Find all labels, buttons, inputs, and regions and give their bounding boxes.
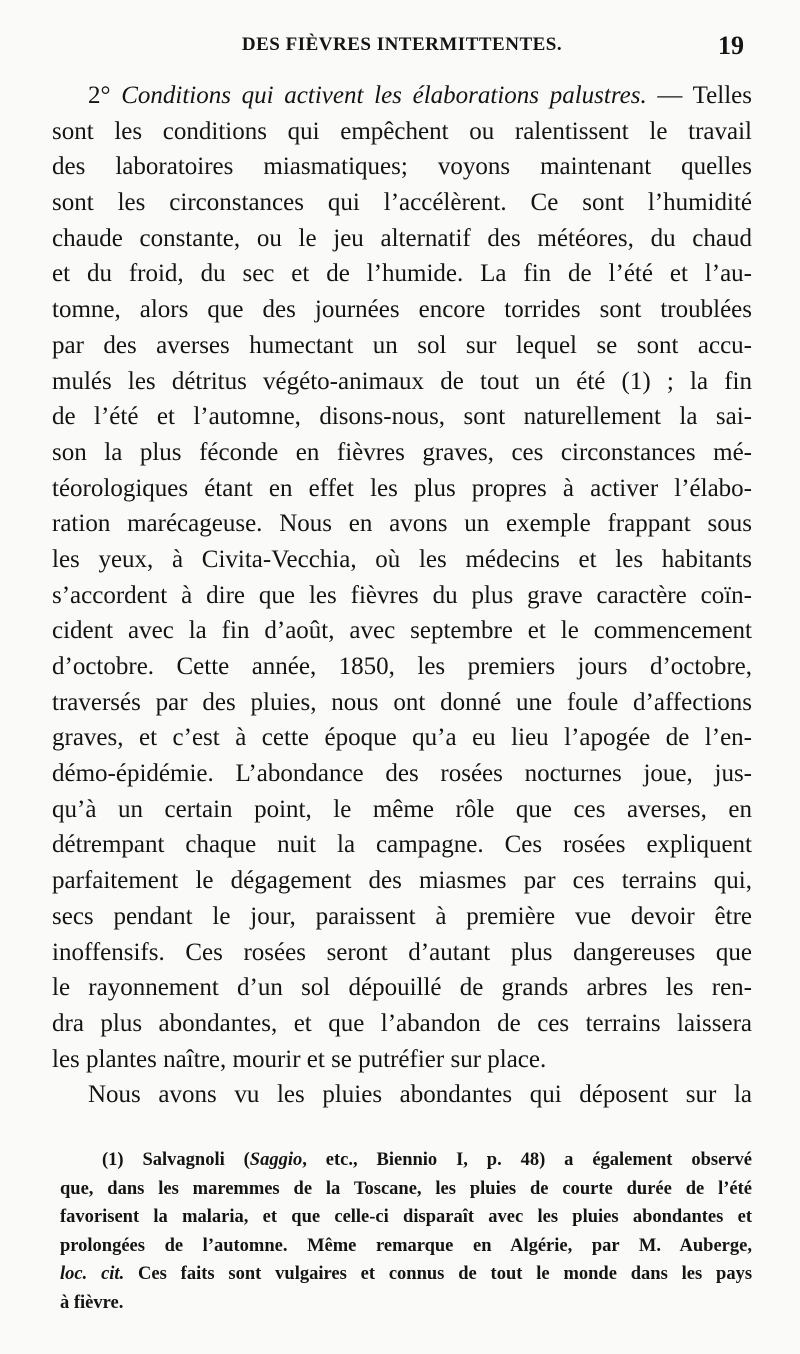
footnote-marker-text: (1) Salvagnoli (: [102, 1150, 250, 1170]
text-line: par des averses humectant un sol sur lequel se sont accu-: [52, 331, 752, 359]
text-line: traversés par des pluies, nous ont donné une foule d’affections: [52, 688, 752, 716]
text-line: sont les conditions qui empêchent ou ralentissent le travail: [52, 117, 752, 145]
text-line: les plantes naître, mourir et se putréfier sur place.: [52, 1045, 547, 1073]
text-line: s’accordent à dire que les fièvres du plus grave caractère coïn-: [52, 581, 752, 609]
footnote-text: Ces faits sont vulgaires et connus de tout le monde dans les pays: [124, 1264, 753, 1285]
section-heading-line: [52, 78, 752, 114]
text-line: ration marécageuse. Nous en avons un exemple frappant sous: [52, 510, 752, 538]
text-line: le rayonnement d’un sol dépouillé de grands arbres les ren-: [52, 974, 752, 1002]
running-head: [52, 31, 752, 60]
text-line: mulés les détritus végéto-animaux de tout un été (1) ; la fin: [52, 367, 752, 395]
text-line: dra plus abondantes, et que l’abandon de ces terrains laissera: [52, 1009, 752, 1037]
footnote-text: , etc., Biennio I, p. 48) a également observé: [302, 1150, 752, 1170]
section-heading-continuation: — Telles: [646, 82, 752, 109]
text-line: cident avec la fin d’août, avec septembre et le commencement: [52, 617, 752, 645]
footnote-line: [60, 1146, 752, 1175]
footnote-line: que, dans les maremmes de la Toscane, les pluies de courte durée de l’été: [60, 1178, 752, 1199]
paragraph-first-line: Nous avons vu les pluies abondantes qui déposent sur la: [88, 1081, 752, 1109]
text-line: détrempant chaque nuit la campagne. Ces rosées expliquent: [52, 831, 752, 859]
text-line: et du froid, du sec et de l’humide. La fin de l’été et l’au-: [52, 260, 752, 288]
footnote-italic: Saggio: [249, 1150, 303, 1170]
text-line: les yeux, à Civita-Vecchia, où les médecins et les habitants: [52, 545, 752, 573]
footnote-line: favorisent la malaria, et que celle-ci disparaît avec les pluies abondantes et: [60, 1207, 752, 1228]
running-title: DES FIÈVRES INTERMITTENTES.: [241, 34, 563, 55]
footnote-line: prolongées de l’automne. Même remarque en Algérie, par M. Auberge,: [60, 1235, 752, 1256]
text-line: inoffensifs. Ces rosées seront d’autant plus dangereuses que: [52, 938, 752, 966]
text-line: téorologiques étant en effet les plus propres à activer l’élabo-: [52, 474, 752, 502]
footnote-line: [60, 1260, 752, 1289]
body-text: [52, 78, 752, 1113]
text-line: de l’été et l’automne, disons-nous, sont naturellement la sai-: [52, 403, 752, 431]
text-line: parfaitement le dégagement des miasmes par ces terrains qui,: [52, 867, 752, 895]
text-line: sont les circonstances qui l’accélèrent. Ce sont l’humidité: [52, 189, 752, 217]
page-number: 19: [718, 31, 744, 60]
text-line: qu’à un certain point, le même rôle que ces averses, en: [52, 795, 752, 823]
footnote-line: à fièvre.: [60, 1292, 124, 1313]
text-line: graves, et c’est à cette époque qu’a eu lieu l’apogée de l’en-: [52, 724, 752, 752]
text-line: secs pendant le jour, paraissent à première vue devoir être: [52, 902, 752, 930]
text-line: des laboratoires miasmatiques; voyons maintenant quelles: [52, 153, 752, 181]
footnote: [60, 1146, 752, 1318]
footnote-italic: loc. cit.: [60, 1264, 125, 1285]
text-line: chaude constante, ou le jeu alternatif des météores, du chaud: [52, 224, 752, 252]
text-line: son la plus féconde en fièvres graves, ces circonstances mé-: [52, 438, 752, 466]
text-line: tomne, alors que des journées encore torrides sont troublées: [52, 296, 752, 324]
section-heading: Conditions qui activent les élaborations palustres.: [121, 82, 647, 109]
text-line: d’octobre. Cette année, 1850, les premiers jours d’octobre,: [52, 653, 752, 680]
section-number: 2°: [88, 82, 122, 109]
text-line: démo-épidémie. L’abondance des rosées nocturnes joue, jus-: [52, 760, 752, 788]
